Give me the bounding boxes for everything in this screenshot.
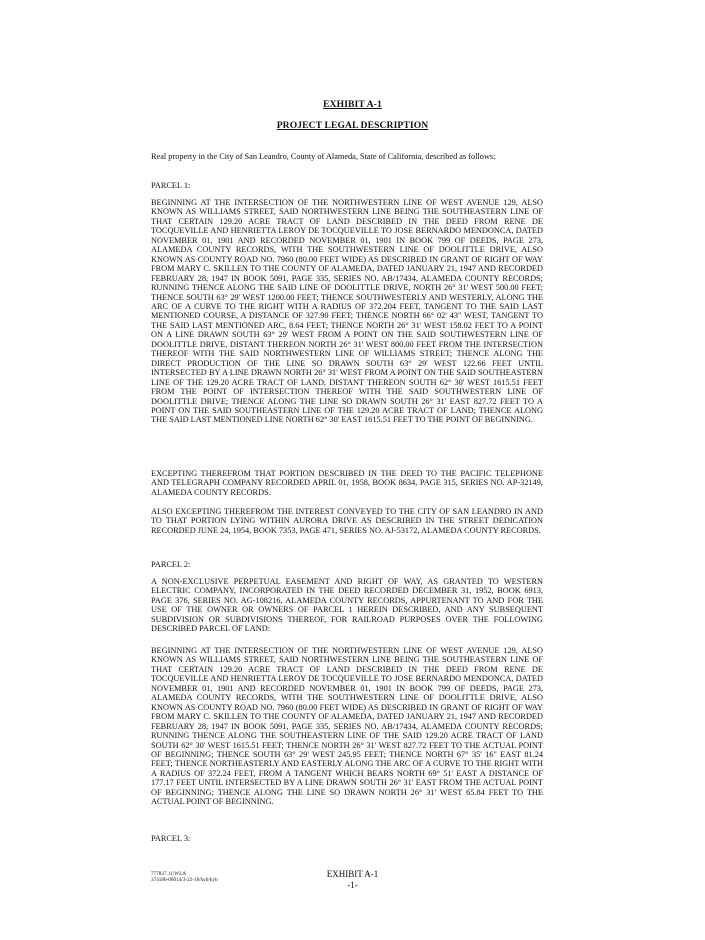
document-code-line-2: 374186-00014/3-22-18/kyb/kyb: [151, 877, 218, 883]
footer-exhibit-label: EXHIBIT A-1: [326, 869, 379, 879]
page-number: -1-: [347, 880, 358, 890]
exhibit-title: EXHIBIT A-1: [323, 99, 382, 110]
parcel-2-easement: A NON-EXCLUSIVE PERPETUAL EASEMENT AND RIGHT OF WAY, AS GRANTED TO WESTERN ELECTRIC COMPANY, INCORPORATED IN THE DEED RECORDED DECEMBER 31, 1952, BOOK 6913, PAGE 376, SERIES NO. AG-108216, ALAMEDA COUNTY RECORDS, APPURTENANT TO AND FOR THE USE OF THE OWNER OR OWNERS OF PARCEL 1 HEREIN DESCRIBED, AND ANY SUBSEQUENT SUBDIVISION OR SUBDIVISIONS THEREOF, FOR RAILROAD PURPOSES OVER THE FOLLOWING DESCRIBED PARCEL OF LAND:: [151, 577, 543, 634]
parcel-1-exception-1: EXCEPTING THEREFROM THAT PORTION DESCRIBED IN THE DEED TO THE PACIFIC TELEPHONE AND TELEGRAPH COMPANY RECORDED APRIL 01, 1958, BOOK 8634, PAGE 315, SERIES NO. AP-32149, ALAMEDA COUNTY RECORDS.: [151, 469, 543, 497]
parcel-3-heading: PARCEL 3:: [151, 834, 191, 843]
document-code-line-1: 777837.11/WLA: [151, 871, 187, 877]
parcel-1-exception-2: ALSO EXCEPTING THEREFROM THE INTEREST CONVEYED TO THE CITY OF SAN LEANDRO IN AND TO THAT PORTION LYING WITHIN AURORA DRIVE AS DESCRIBED IN THE STREET DEDICATION RECORDED JUNE 24, 1954, BOOK 7353, PAGE 471, SERIES NO. AJ-53172, ALAMEDA COUNTY RECORDS.: [151, 507, 543, 535]
parcel-1-heading: PARCEL 1:: [151, 181, 191, 190]
section-title: PROJECT LEGAL DESCRIPTION: [276, 120, 429, 131]
intro-paragraph: Real property in the City of San Leandro, County of Alameda, State of California, described as follows:: [151, 152, 496, 161]
parcel-2-description: BEGINNING AT THE INTERSECTION OF THE NORTHWESTERN LINE OF WEST AVENUE 129, ALSO KNOWN AS WILLIAMS STREET, SAID NORTHWESTERN LINE BEING THE SOUTHEASTERN LINE OF THAT CERTAIN 129.20 ACRE TRACT OF LAND DESCRIBED IN THE DEED FROM RENE DE TOCQUEVILLE AND HENRIETTA LEROY DE TOCQUEVILLE TO JOSE BERNARDO MENDONCA, DATED NOVEMBER 01, 1901 AND RECORDED NOVEMBER 01, 1901 IN BOOK 799 OF DEEDS, PAGE 273, ALAMEDA COUNTY RECORDS, WITH THE SOUTHWESTERN LINE OF DOOLITTLE DRIVE, ALSO KNOWN AS COUNTY ROAD NO. 7960 (80.00 FEET WIDE) AS DESCRIBED IN GRANT OF RIGHT OF WAY FROM MARY C. SKILLEN TO THE COUNTY OF ALAMEDA, DATED JANUARY 21, 1947 AND RECORDED FEBRUARY 28, 1947 IN BOOK 5091, PAGE 335, SERIES NO. AB/17434, ALAMEDA COUNTY RECORDS; RUNNING THENCE ALONG THE SOUTHEASTERN LINE OF THE SAID 129.20 ACRE TRACT OF LAND SOUTH 62° 30' WEST 1615.51 FEET; THENCE NORTH 26° 31' WEST 827.72 FEET TO THE ACTUAL POINT OF BEGINNING; THENCE SOUTH 63° 29' WEST 245.95 FEET; THENCE NORTH 67° 35' 16" EAST 81.24 FEET; THENCE NORTHEASTERLY AND EASTERLY ALONG THE ARC OF A CURVE TO THE RIGHT WITH A RADIUS OF 372.24 FEET, FROM A TANGENT WHICH BEARS NORTH 69° 51' EAST A DISTANCE OF 177.17 FEET UNTIL INTERSECTED BY A LINE DRAWN SOUTH 26° 31' EAST FROM THE ACTUAL POINT OF BEGINNING; THENCE ALONG THE LINE SO DRAWN NORTH 26° 31' WEST 65.84 FEET TO THE ACTUAL POINT OF BEGINNING.: [151, 646, 543, 807]
parcel-1-description: BEGINNING AT THE INTERSECTION OF THE NORTHWESTERN LINE OF WEST AVENUE 129, ALSO KNOWN AS WILLIAMS STREET, SAID NORTHWESTERN LINE BEING THE SOUTHEASTERN LINE OF THAT CERTAIN 129.20 ACRE TRACT OF LAND DESCRIBED IN THE DEED FROM RENE DE TOCQUEVILLE AND HENRIETTA LEROY DE TOCQUEVILLE TO JOSE BERNARDO MENDONCA, DATED NOVEMBER 01, 1901 AND RECORDED NOVEMBER 01, 1901 IN BOOK 799 OF DEEDS, PAGE 273, ALAMEDA COUNTY RECORDS, WITH THE SOUTHWESTERN LINE OF DOOLITTLE DRIVE, ALSO KNOWN AS COUNTY ROAD NO. 7960 (80.00 FEET WIDE) AS DESCRIBED IN GRANT OF RIGHT OF WAY FROM MARY C. SKILLEN TO THE COUNTY OF ALAMEDA, DATED JANUARY 21, 1947 AND RECORDED FEBRUARY 28, 1947 IN BOOK 5091, PAGE 335, SERIES NO. AB/17434, ALAMEDA COUNTY RECORDS; RUNNING THENCE ALONG THE SAID LINE OF DOOLITTLE DRIVE, NORTH 26° 31' WEST 500.00 FEET; THENCE SOUTH 63° 29' WEST 1200.00 FEET; THENCE SOUTHWESTERLY AND WESTERLY, ALONG THE ARC OF A CURVE TO THE RIGHT WITH A RADIUS OF 372.204 FEET, TANGENT TO THE SAID LAST MENTIONED COURSE, A DISTANCE OF 327.90 FEET; THENCE NORTH 66° 02' 43" WEST, TANGENT TO THE SAID LAST MENTIONED ARC, 8.64 FEET; THENCE NORTH 26° 31' WEST 158.02 FEET TO A POINT ON A LINE DRAWN SOUTH 63° 29' WEST FROM A POINT ON THE SAID SOUTHWESTERN LINE OF DOOLITTLE DRIVE, DISTANT THEREON NORTH 26° 31' WEST 800.00 FEET FROM THE INTERSECTION THEREOF WITH THE SAID NORTHWESTERN LINE OF WILLIAMS STREET; THENCE ALONG THE DIRECT PRODUCTION OF THE LINE SO DRAWN SOUTH 63° 29' WEST 122.66 FEET UNTIL INTERSECTED BY A LINE DRAWN NORTH 26° 31' WEST FROM A POINT ON THE SAID SOUTHEASTERN LINE OF THE 129.20 ACRE TRACT OF LAND, DISTANT THEREON SOUTH 62° 30' WEST 1615.51 FEET FROM THE POINT OF INTERSECTION THEREOF WITH THE SAID SOUTHWESTERN LINE OF DOOLITTLE DRIVE; THENCE ALONG THE LINE SO DRAWN SOUTH 26° 31' EAST 827.72 FEET TO A POINT ON THE SAID SOUTHEASTERN LINE OF THE 129.20 ACRE TRACT OF LAND; THENCE ALONG THE SAID LAST MENTIONED LINE NORTH 62° 30' EAST 1615.51 FEET TO THE POINT OF BEGINNING.: [151, 198, 543, 425]
parcel-2-heading: PARCEL 2:: [151, 560, 191, 569]
